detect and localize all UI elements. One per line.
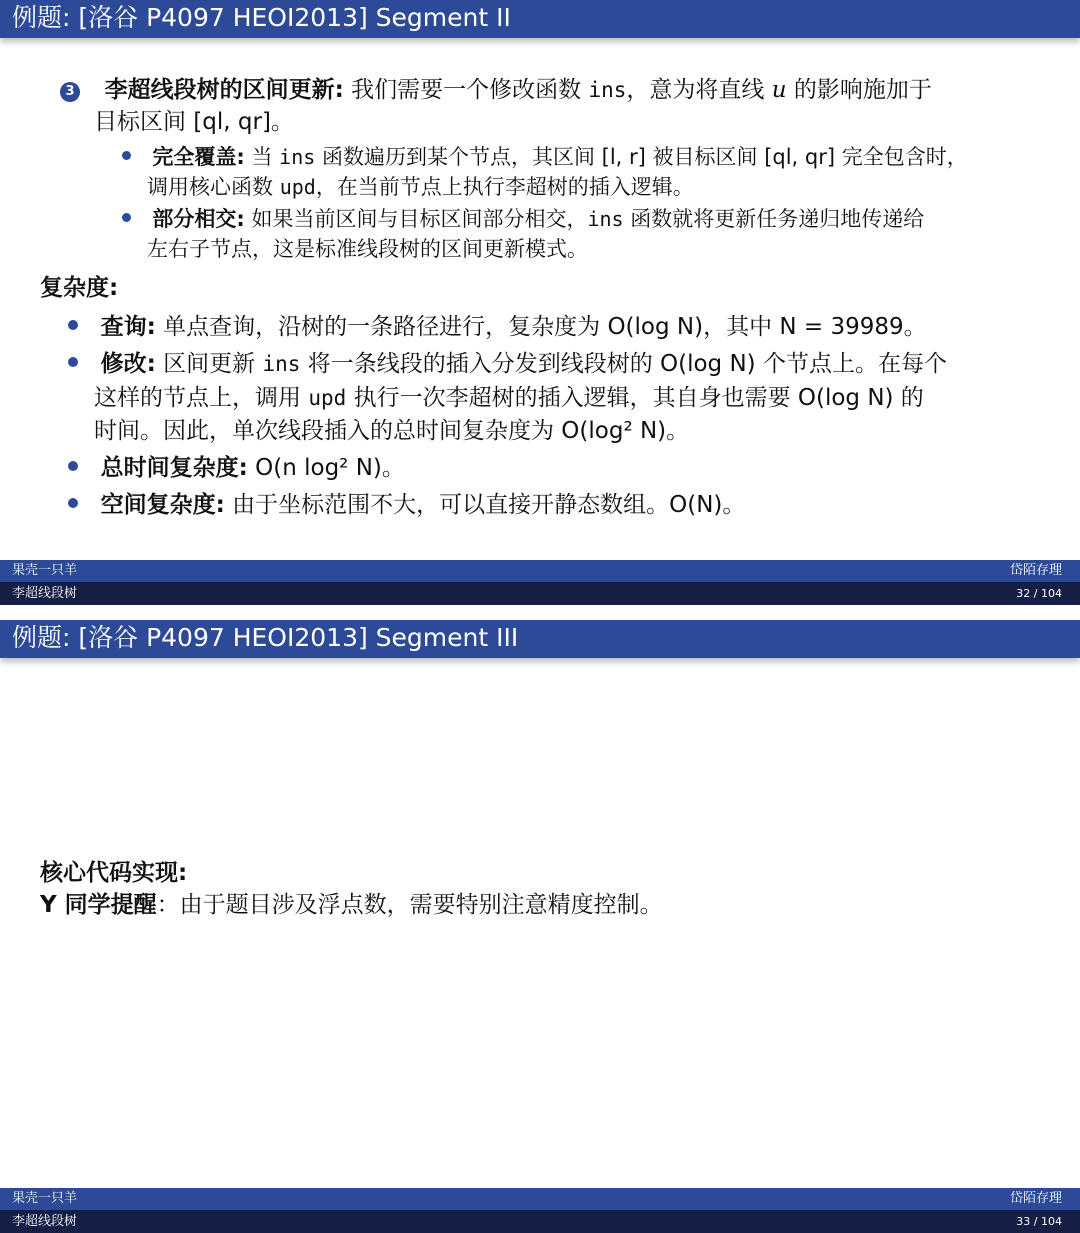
slide-title-bar <box>0 0 1080 38</box>
sub-bullet-text: 函数就将更新任务递归地传递给 <box>630 207 925 231</box>
item-text: 的影响施加于 <box>793 77 932 103</box>
item-text-line2: 目标区间 [ql, qr]。 <box>94 109 294 135</box>
item-text: 我们需要一个修改函数 <box>351 77 582 103</box>
sub-bullet-text: ，在当前节点上执行李超树的插入逻辑。 <box>315 175 694 199</box>
bullet-text: 由于坐标范围不大，可以直接开静态数组。O(N)。 <box>232 492 746 518</box>
sub-bullet-partial-line2: 左右子节点，这是标准线段树的区间更新模式。 <box>147 237 588 261</box>
bullet-text: 将一条线段的插入分发到线段树的 O(log N) 个节点上。在每个 <box>307 351 947 377</box>
enumeration-number-badge: 3 <box>60 82 80 102</box>
bullet-modify-line2 <box>94 382 924 414</box>
reminder-text: ：由于题目涉及浮点数，需要特别注意精度控制。 <box>156 892 663 918</box>
footer-institute: 岱陌存理 <box>1009 1191 1062 1206</box>
bullet-dot-icon <box>68 461 78 471</box>
slide-title: 例题: [洛谷 P4097 HEOI2013] Segment III <box>12 623 519 652</box>
code-upd: upd <box>279 175 316 199</box>
reminder-label: Y 同学提醒 <box>40 892 157 918</box>
code-ins: ins <box>262 352 301 376</box>
bullet-space <box>68 489 745 521</box>
bullet-dot-icon <box>122 151 131 160</box>
bullet-dot-icon <box>122 213 131 222</box>
code-upd: upd <box>308 386 347 410</box>
bullet-label: 空间复杂度: <box>100 492 225 518</box>
item-text: ，意为将直线 <box>626 77 765 103</box>
sub-bullet-label: 完全覆盖: <box>152 145 245 169</box>
math-var: u <box>771 77 787 103</box>
code-ins: ins <box>587 207 624 231</box>
sub-bullet-text: 如果当前区间与目标区间部分相交， <box>251 207 588 231</box>
reminder-line <box>40 889 663 921</box>
bullet-text: 单点查询，沿树的一条路径进行，复杂度为 O(log N)，其中 N = 39989。 <box>163 314 927 340</box>
bullet-dot-icon <box>68 320 78 330</box>
footer-section: 李超线段树 <box>12 1214 78 1229</box>
sub-bullet-text: 当 <box>251 145 273 169</box>
footer-institute: 岱陌存理 <box>1009 563 1062 578</box>
code-section-heading: 核心代码实现: <box>40 860 188 886</box>
bullet-text: 执行一次李超树的插入逻辑，其自身也需要 O(log N) 的 <box>353 385 924 411</box>
complexity-heading: 复杂度: <box>40 275 119 301</box>
sub-bullet-label: 部分相交: <box>152 207 245 231</box>
code-ins: ins <box>279 145 316 169</box>
sub-bullet-text: 调用核心函数 <box>147 175 273 199</box>
bullet-dot-icon <box>68 498 78 508</box>
slide-footer <box>0 560 1080 605</box>
sub-bullet-full-cover <box>122 142 968 172</box>
bullet-label: 查询: <box>100 314 156 340</box>
footer-page-number: 32 / 104 <box>1016 587 1062 600</box>
bullet-modify <box>68 348 947 380</box>
bullet-query <box>68 311 927 343</box>
bullet-label: 总时间复杂度: <box>100 455 248 481</box>
slide-33 <box>0 620 1080 1233</box>
footer-section: 李超线段树 <box>12 586 78 601</box>
bullet-text: 这样的节点上，调用 <box>94 385 301 411</box>
enumerated-item-3 <box>60 74 932 106</box>
sub-bullet-text: 函数遍历到某个节点，其区间 [l, r] 被目标区间 [ql, qr] 完全包含时， <box>321 145 968 169</box>
footer-author: 果壳一只羊 <box>12 1191 78 1206</box>
sub-bullet-full-cover-line2 <box>147 172 694 202</box>
bullet-modify-line3: 时间。因此，单次线段插入的总时间复杂度为 O(log² N)。 <box>94 418 690 444</box>
slide-32 <box>0 0 1080 606</box>
slide-footer <box>0 1188 1080 1233</box>
bullet-text: O(n log² N)。 <box>255 455 405 481</box>
code-ins: ins <box>588 78 627 102</box>
footer-author: 果壳一只羊 <box>12 563 78 578</box>
slide-title: 例题: [洛谷 P4097 HEOI2013] Segment II <box>12 3 511 32</box>
footer-page-number: 33 / 104 <box>1016 1215 1062 1228</box>
item-label: 李超线段树的区间更新: <box>104 77 344 103</box>
bullet-label: 修改: <box>100 351 156 377</box>
bullet-dot-icon <box>68 357 78 367</box>
slide-separator <box>0 606 1080 620</box>
bullet-text: 区间更新 <box>163 351 256 377</box>
slide-title-bar <box>0 620 1080 658</box>
sub-bullet-partial <box>122 204 924 234</box>
bullet-total-time <box>68 452 405 484</box>
